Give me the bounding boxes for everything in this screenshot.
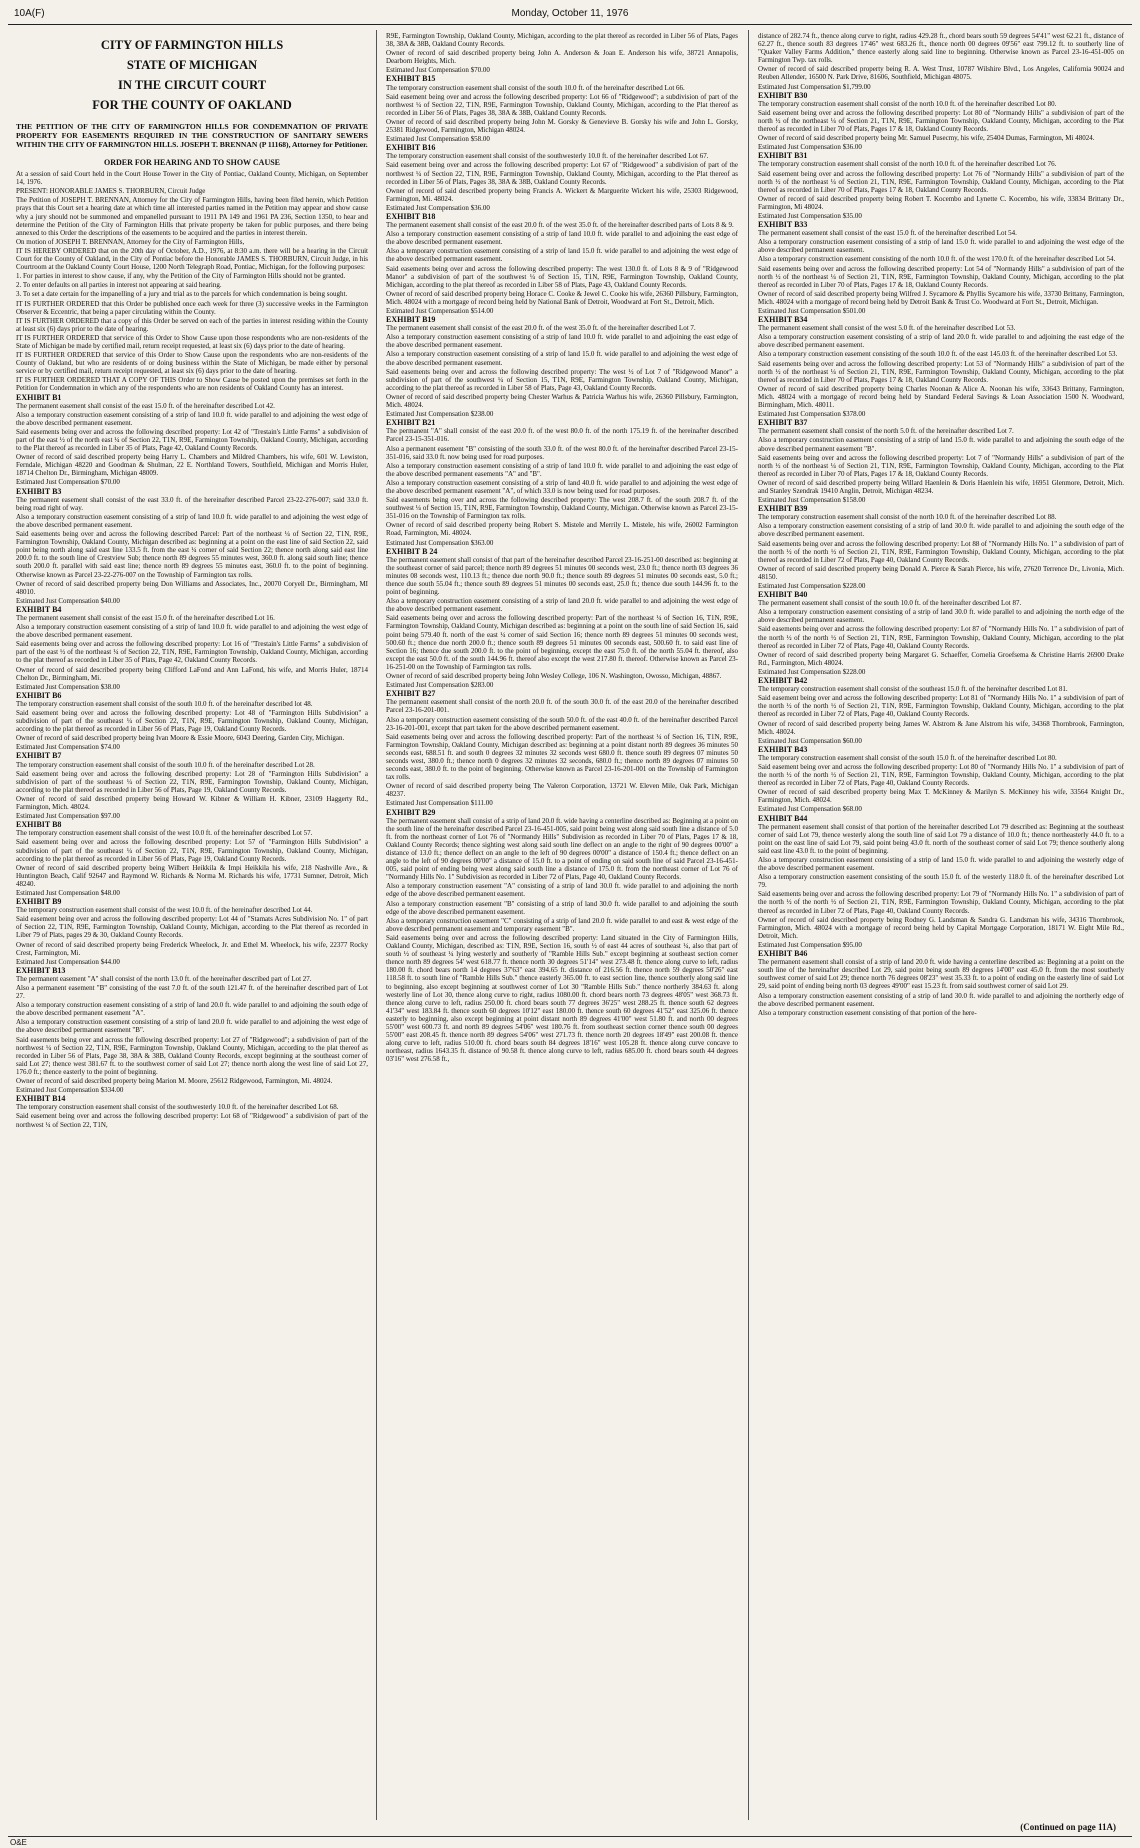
legal-paragraph: Said easements being over and across the following described property: Lot 79 of "Normandy Hills No. 1" a subdivision of part of the north ½ of the north ½ of Section 21, T1N, R9E, Farmington Township, Oakland County, Michigan, according to the plat thereof as recorded in Liber 72 of Plats, Page 40, Oakland County Records. xyxy=(758,890,1124,915)
exhibit-heading: EXHIBIT B40 xyxy=(758,590,808,600)
legal-paragraph: The temporary construction easement shall consist of the west 10.0 ft. of the hereinafter described Lot 44. xyxy=(16,906,313,915)
legal-paragraph: The permanent easement shall consist of the south 10.0 ft. of the hereinafter described Lot 87. xyxy=(758,599,1022,608)
column-3-body xyxy=(758,32,1124,1017)
legal-paragraph: Also a temporary construction easement consisting of a strip of land 20.0 ft. wide parallel to and adjoining the east edge of the above described permanent easement. xyxy=(758,333,1124,350)
column-divider xyxy=(748,30,749,1820)
legal-paragraph: Said easement being over and across the following described property: Lot 48 of "Farmington Hills Subdivision" a subdivision of part of the southeast ¼ of Section 22, T1N, R9E, Farmington Township, Oakland County, Michigan, according to the plat thereof as recorded in Liber 56 of Plats, Page 19, Oakland County Records. xyxy=(16,709,368,734)
legal-paragraph: IT IS HEREBY ORDERED that on the 20th day of October, A.D., 1976, at 8:30 a.m. there will be a hearing in the Circuit Court for the County of Oakland, in the City of Pontiac before the Honorable JAMES S. THORBURN, Circuit Judge, in his Courtroom at the Oakland County Court House, 1200 North Telegraph Road, Pontiac, Michigan, for the following purposes: xyxy=(16,246,368,272)
legal-paragraph: Also a temporary construction easement consisting of the south 10.0 ft. of the east 145.03 ft. of the hereinafter described Lot 53. xyxy=(758,350,1118,359)
legal-paragraph: Also a temporary construction easement consisting of a strip of land 15.0 ft. wide parallel to and adjoining the west edge of the above described permanent easement. xyxy=(386,350,738,367)
legal-paragraph: The permanent easement shall consist of the west 5.0 ft. of the hereinafter described Lot 53. xyxy=(758,324,1016,333)
legal-paragraph: The permanent easement shall consist of the east 15.0 ft. of the hereinafter described Lot 54. xyxy=(758,229,1017,238)
legal-paragraph: Owner of record of said described property being John A. Anderson & Joan E. Anderson his wife, 38721 Annapolis, Dearborn Heights, Mich. xyxy=(386,49,738,66)
legal-paragraph: The temporary construction easement shall consist of the west 10.0 ft. of the hereinafter described Lot 57. xyxy=(16,829,313,838)
legal-paragraph: PRESENT: HONORABLE JAMES S. THORBURN, Circuit Judge xyxy=(16,187,206,196)
legal-paragraph: Owner of record of said described property being Clifford LaFond and Ann LaFond, his wife, and Morris Huler, 18714 Chelton Dr., Birmingham, Mi. xyxy=(16,665,368,682)
legal-paragraph: Also a temporary construction easement consisting of a strip of land 10.0 ft. wide parallel to and adjoining the west edge of the above described permanent easement. xyxy=(16,410,368,427)
legal-paragraph: At a session of said Court held in the Court House Tower in the City of Pontiac, Oakland County, Michigan, on September 14, 1976. xyxy=(16,170,368,187)
exhibit-heading: EXHIBIT B16 xyxy=(386,143,436,153)
legal-paragraph: Also a temporary construction easement consisting of a strip of land 15.0 ft. wide parallel to and adjoining the westerly edge of the above described permanent easement. xyxy=(758,856,1124,873)
legal-paragraph: Estimated Just Compensation $501.00 xyxy=(758,307,866,315)
legal-paragraph: Estimated Just Compensation $238.00 xyxy=(386,410,494,419)
exhibit-heading: EXHIBIT B43 xyxy=(758,744,808,754)
legal-paragraph: Estimated Just Compensation $1,799.00 xyxy=(758,82,871,91)
legal-paragraph: The temporary construction easement shall consist of the north 10.0 ft. of the hereinafter described Lot 88. xyxy=(758,513,1057,522)
legal-paragraph: Estimated Just Compensation $70.00 xyxy=(16,478,120,487)
legal-paragraph: Owner of record of said described property being Robert S. Mistele and Merrily L. Mistele, his wife, 26002 Farmington Road, Farmington, Mi. 48024. xyxy=(386,521,738,538)
legal-paragraph: IT IS FURTHER ORDERED that this Order be published once each week for three (3) successive weeks in the Farmington Observer & Eccentric, that being a paper circulating within the County. xyxy=(16,299,368,316)
exhibit-heading: EXHIBIT B19 xyxy=(386,315,436,325)
legal-paragraph: Also a temporary construction easement consisting of a strip of land 15.0 ft. wide parallel to and adjoining the south edge of the above described permanent easement "B". xyxy=(758,436,1124,453)
legal-paragraph: On motion of JOSEPH T. BRENNAN, Attorney for the City of Farmington Hills, xyxy=(16,237,245,246)
legal-paragraph: Owner of record of said described property being Willard Haenlein & Doris Haenlein his wife, 16951 Glenmore, Detroit, Mich. and Stanley Szendrak 19410 Anglin, Detroit, Michigan 48234. xyxy=(758,478,1124,495)
legal-paragraph: Also a temporary construction easement "A" consisting of a strip of land 30.0 ft. wide parallel to and adjoining the north edge of the above described permanent easement. xyxy=(386,882,738,899)
legal-paragraph: Also a temporary construction easement consisting of a strip of land 10.0 ft. wide parallel to and adjoining the east edge of the above described permanent easement. xyxy=(386,333,738,350)
continued-note: (Continued on page 11A) xyxy=(1020,1822,1116,1832)
legal-paragraph: The temporary construction easement shall consist of the southeast 15.0 ft. of the hereinafter described Lot 81. xyxy=(758,685,1068,694)
legal-paragraph: Also a temporary construction easement consisting of the south 50.0 ft. of the east 40.0 ft. of the hereinafter described Parcel 23-16-201-001, except that part taken for the above described permanent easement. xyxy=(386,715,738,732)
legal-paragraph: Also a temporary construction easement consisting of a strip of land 40.0 ft. wide parallel to and adjoining the west edge of the above described permanent easement "A", of which 33.0 is now being used for road purposes. xyxy=(386,478,738,495)
top-rule xyxy=(8,24,1132,25)
heading-line: FOR THE COUNTY OF OAKLAND xyxy=(92,98,292,112)
legal-paragraph: Estimated Just Compensation $70.00 xyxy=(386,66,490,75)
exhibit-heading: EXHIBIT B4 xyxy=(16,604,62,614)
legal-paragraph: Owner of record of said described property being John M. Gorsky & Genevieve B. Gorsky his wife and John L. Gorsky, 25381 Ridgewood, Farmington, Michigan 48024. xyxy=(386,117,738,135)
legal-paragraph: Owner of record of said described property being The Valeron Corporation, 13721 W. Eleven Mile, Oak Park, Michigan 48237. xyxy=(386,782,738,799)
legal-paragraph: Also a temporary construction easement consisting of the south 15.0 ft. of the westerly 118.0 ft. of the hereinafter described Lot 79. xyxy=(758,873,1124,890)
legal-paragraph: Estimated Just Compensation $36.00 xyxy=(386,203,490,212)
legal-paragraph: IT IS FURTHER ORDERED THAT A COPY OF THIS Order to Show Cause be posted upon the premises set forth in the Petition for Condemnation in which any of the respondents who are non residents of Oakland County has an interest. xyxy=(16,376,368,393)
exhibit-heading: EXHIBIT B30 xyxy=(758,90,808,100)
legal-paragraph: Said easements being over and across the following described property: Lot 54 of "Normandy Hills" a subdivision of part of the north ½ of the northeast ¼ of Section 21, T1N, R9E, Farmington Township, Oakland County, Michigan, according to the plat thereof as recorded in Liber 70 of Plats, Pages 17 & 18, Oakland County Records. xyxy=(758,264,1124,289)
legal-paragraph: The permanent easement shall consist of the north 5.0 ft. of the hereinafter described Lot 7. xyxy=(758,427,1014,436)
exhibit-heading: EXHIBIT B37 xyxy=(758,418,808,428)
legal-paragraph: Also a temporary construction easement consisting of a strip of land 20.0 ft. wide parallel to and adjoining the west edge of the above described permanent easement "B". xyxy=(16,1018,368,1035)
exhibit-heading: EXHIBIT B44 xyxy=(758,813,808,823)
legal-paragraph: Estimated Just Compensation $363.00 xyxy=(386,538,494,547)
legal-paragraph: Also a temporary construction easement consisting of a strip of land 10.0 ft. wide parallel to and adjoining the west edge of the above described permanent easement. xyxy=(16,512,368,529)
legal-paragraph: Estimated Just Compensation $58.00 xyxy=(386,135,490,144)
exhibit-heading: EXHIBIT B33 xyxy=(758,220,808,230)
legal-paragraph: The permanent easement shall consist of that part of the hereinafter described Parcel 23-16-251-00 described as: beginning at the southeast corner of said parcel; thence north 89 degrees 51 minutes 00 seconds west, 23.0 ft.; thence north 03 degrees 36 minutes 08 seconds west, 110.13 ft.; thence due north 90.0 ft.; thence south 89 degrees 51 minutes 00 seconds east, 5.0 ft.; thence due south 55.04 ft.; thence south 89 degrees 51 minutes 00 seconds east, 25.0 ft.; thence due south 144.96 ft. to the point of beginning. xyxy=(386,555,738,597)
legal-paragraph: Owner of record of said described property being Wilfred J. Sycamore & Phyllis Sycamore his wife, 33730 Brittany, Farmington, Mich. 48024 with a mortgage of record being held by Detroit Bank & Trust Co. Woodward at Fort St., Detroit, Michigan. xyxy=(758,289,1124,306)
legal-paragraph: The temporary construction easement shall consist of the north 10.0 ft. of the hereinafter described Lot 80. xyxy=(758,99,1057,108)
legal-paragraph: The permanent easement shall consist of the east 20.0 ft. of the west 35.0 ft. of the hereinafter described parts of Lots 8 & 9. xyxy=(386,221,734,230)
legal-paragraph: Estimated Just Compensation $36.00 xyxy=(758,143,862,152)
legal-paragraph: 1. For parties in interest to show cause, if any, why the Petition of the City of Farmington Hills should not be granted. xyxy=(16,272,346,281)
legal-paragraph: Said easements being over and across the following described property: Lot 53 of "Normandy Hills" a subdivision of part of the north ½ of the northeast ¼ of Section 21, T1N, R9E, Farmington Township, Oakland County, Michigan, according to the plat thereof as recorded in Liber 70 of Plats, Pages 17 & 18, Oakland County Records. xyxy=(758,359,1124,384)
legal-paragraph: The permanent easement shall consist of the east 33.0 ft. of the hereinafter described Parcel 23-22-276-007; said 33.0 ft. being road right of way. xyxy=(16,495,368,512)
legal-paragraph: Also a temporary construction easement consisting of a strip of land 20.0 ft. wide parallel to and adjoining the west edge of the above described permanent easement. xyxy=(386,597,738,614)
legal-paragraph: The temporary construction easement shall consist of the south 10.0 ft. of the hereinafter described lot 48. xyxy=(16,699,313,708)
legal-paragraph: Owner of record of said described property being Horace C. Cooke & Jewel C. Cooke his wife, 26360 Pillsbury, Farmington, Mich. 48024 with a mortgage of record being held by National Bank of Detroit, Woodward at Fort St., Detroit, Mich. xyxy=(386,289,738,306)
legal-paragraph: Owner of record of said described property being Rodney G. Landsman & Sandra G. Landsman his wife, 34316 Thornbrook, Farmington, Mich. 48024 with a mortgage of record being held by Capital Mortgage Corporation, 18171 W. Eight Mile Rd., Detroit, Mich. xyxy=(758,915,1124,940)
legal-paragraph: Owner of record of said described property being Donald A. Pierce & Sarah Pierce, his wife, 27620 Terrence Dr., Livonia, Mich. 48150. xyxy=(758,564,1124,581)
legal-paragraph: Owner of record of said described property being Robert T. Kocembo and Lynette C. Kocembo, his wife, 33834 Brittany Dr., Farmington, Mi 48024. xyxy=(758,194,1124,211)
exhibit-heading: EXHIBIT B27 xyxy=(386,689,436,699)
legal-paragraph: Owner of record of said described property being Harry L. Chambers and Mildred Chambers, his wife, 601 W. Lewiston, Ferndale, Michigan 48220 and Goodman & Shulman, 22 E. Northland Towers, Southfield, Michigan and Morris Huler, 18714 Chelton Dr., Birmingham, Michigan 48009. xyxy=(16,453,368,478)
legal-paragraph: Said easements being over and across the following described property: The west 130.0 ft. of Lots 8 & 9 of "Ridgewood Manor" a subdivision of part of the southwest ¼ of Section 15, T1N, R9E, Farmington Township, Oakland County, Michigan, according to the plat thereof as recorded in Liber 58 of Plats, Page 43, Oakland County Records. xyxy=(386,264,738,289)
exhibit-heading: EXHIBIT B3 xyxy=(16,486,62,496)
legal-paragraph: Estimated Just Compensation $283.00 xyxy=(386,681,494,690)
legal-paragraph: Said easement being over and across the following described property: Lot 80 of "Normandy Hills No. 1" a subdivision of part of the north ½ of the north ½ of Section 21, T1N, R9E, Farmington Township, Oakland County, Michigan, according to the plat thereof as recorded in Liber 72 of Plats, Page 40, Oakland County Records. xyxy=(758,762,1124,788)
legal-paragraph: Estimated Just Compensation $74.00 xyxy=(16,743,120,752)
legal-paragraph: Also a permanent easement "B" consisting of the east 7.0 ft. of the south 121.47 ft. of the hereinafter described part of Lot 27. xyxy=(16,984,368,1001)
legal-paragraph: Also a temporary construction easement consisting of a strip of land 15.0 ft. wide parallel to and adjoining the west edge of the above described permanent easement. xyxy=(386,247,738,264)
legal-paragraph: Said easements being over and across the following described property: Lot 7 of "Normandy Hills" a subdivision of part of the north ½ of the northeast ¼ of Section 21, T1N, R9E, Farmington Township, Oakland County, Michigan, according to the Plat thereof as recorded in Liber 70 of Plats, Pages 17 & 18, Oakland County Records. xyxy=(758,453,1124,478)
legal-paragraph: The permanent easement shall consist of the east 20.0 ft. of the west 35.0 ft. of the hereinafter described Lot 7. xyxy=(386,324,696,333)
legal-paragraph: Estimated Just Compensation $40.00 xyxy=(16,596,120,605)
legal-paragraph: 3. To set a date certain for the impanelling of a jury and trial as to the parcels for which condemnation is being sought. xyxy=(16,290,348,299)
legal-paragraph: Said easement being over and across the following described property: Lot 80 of "Normandy Hills" a subdivision of part of the north ½ of the northeast ¼ of Section 21, T1N, R9E, Farmington Township, Oakland County, Michigan, according to the Plat thereof as recorded in Liber 70 of Plats, Pages 17 & 18, Oakland County Records. xyxy=(758,108,1124,134)
legal-paragraph: Owner of record of said described property being Margaret G. Schaeffer, Cornelia Groefsema & Christine Harris 26900 Drake Rd., Farmington, Mich 48024. xyxy=(758,650,1124,667)
column-3 xyxy=(758,32,1124,1820)
exhibit-heading: EXHIBIT B39 xyxy=(758,504,808,514)
legal-paragraph: Also a temporary construction easement consisting of a strip of land 10.0 ft. wide parallel to and adjoining the east edge of the above described permanent easement. xyxy=(386,230,738,247)
legal-paragraph: The temporary construction easement shall consist of the south 10.0 ft. of the hereinafter described Lot 66. xyxy=(386,83,685,92)
exhibit-heading: EXHIBIT B31 xyxy=(758,151,808,161)
exhibit-heading: EXHIBIT B 24 xyxy=(386,546,438,556)
legal-paragraph: The temporary construction easement shall consist of the south 10.0 ft. of the hereinafter described Lot 28. xyxy=(16,760,315,769)
legal-paragraph: Estimated Just Compensation $95.00 xyxy=(758,940,862,949)
legal-paragraph: Said easement being over and across the following described property: Lot 76 of "Normandy Hills" a subdivision of part of the north ½ of the northeast ¼ of Section 21, T1N, R9E, Farmington Township, Oakland County, Michigan, according to the Plat thereof as recorded in Liber 70 of Plats, Pages 17 & 18, Oakland County Records. xyxy=(758,169,1124,194)
legal-paragraph: Said easement being over and across the following described property: Lot 44 of "Stamats Acres Subdivision No. 1" of part of Section 22, T1N, R9E, Farmington Township, Oakland County, Michigan, according to the Plat thereof as recorded in Liber 79 of Plats, pages 29 & 30, Oakland County Records. xyxy=(16,915,368,940)
exhibit-heading: EXHIBIT B13 xyxy=(16,965,66,975)
legal-paragraph: Estimated Just Compensation $48.00 xyxy=(16,888,120,897)
legal-paragraph: Also a temporary construction easement consisting of a strip of land 10.0 ft. wide parallel to and adjoining the east edge of the above described permanent easements "A" and "B". xyxy=(386,461,738,478)
legal-paragraph: Estimated Just Compensation $97.00 xyxy=(16,812,120,821)
exhibit-heading: EXHIBIT B8 xyxy=(16,820,62,830)
legal-paragraph: Owner of record of said described property being Francis A. Wickert & Marguerite Wickert his wife, 25303 Ridgewood, Farmington, Mi. 48024. xyxy=(386,186,738,203)
legal-paragraph: distance of 282.74 ft., thence along curve to right, radius 429.28 ft., chord bears south 59 degrees 54'41" west 62.21 ft., distance of 62.27 ft., thence south 83 degrees 17'46" west 683.26 ft., thence north 00 degrees 09'56" east 799.12 ft. to southerly line of "Quaker Valley Farms Addition," thence easterly along said line to beginning. Otherwise known as Parcel 23-16-451-005 on Farmington Twp. tax rolls. xyxy=(758,32,1124,65)
exhibit-heading: EXHIBIT B15 xyxy=(386,74,436,84)
legal-paragraph: The permanent easement shall consist of that portion of the hereinafter described Lot 79 described as: Beginning at the southeast corner of said Lot 79, thence westerly along the south line of said Lot 79 a distance of 10.0 ft.; thence northeasterly 44.0 ft. to a point on the east line of said Lot 79, said point being 43.0 ft. north of the southeast corner of said Lot 79; thence southerly along said east line 43.0 ft. to the point of beginning. xyxy=(758,822,1124,855)
legal-paragraph: IT IS FURTHER ORDERED that a copy of this Order be served on each of the parties in interest residing within the County at least six (6) days prior to the date of hearing. xyxy=(16,316,368,333)
legal-paragraph: Owner of record of said described property being James W. Alstrom & Jane Alstrom his wife, 34368 Thornbrook, Farmington, Mich. 48024. xyxy=(758,719,1124,736)
legal-paragraph: Owner of record of said described property being R. A. West Trust, 10787 Wilshire Blvd., Los Angeles, California 90024 and Reuben Allender, 16500 N. Park Drive, 81606, Southfield, Michigan 48075. xyxy=(758,65,1124,82)
legal-paragraph: Estimated Just Compensation $35.00 xyxy=(758,211,862,220)
legal-paragraph: Owner of record of said described property being Wilbert Heikkila & Impi Heikkila his wife, 218 Nashville Ave., & Huntington Beach, Calif 92647 and Raymond W. Richards & Norma M. Richards his wife, 17731 Sumner, Detroit, Mich 48240. xyxy=(16,863,368,888)
legal-paragraph: Owner of record of said described property being Marion M. Moore, 25612 Ridgewood, Farmington, Mi. 48024. xyxy=(16,1077,333,1086)
exhibit-heading: EXHIBIT B14 xyxy=(16,1094,66,1104)
legal-paragraph: Estimated Just Compensation $228.00 xyxy=(758,667,866,676)
footer-mark: O&E xyxy=(10,1838,27,1847)
legal-paragraph: Estimated Just Compensation $68.00 xyxy=(758,805,862,814)
legal-paragraph: The permanent easement shall consist of a strip of land 20.0 ft. wide having a centerline described as: Beginning at a point on the south line of the hereinafter described Lot 29, said point being south 89 degrees 14'00" east 45.0 ft. from the most southerly southwest corner of said Lot 29; thence north 76 degrees 08'23" west 35.33 ft. to a point of ending on the easterly line of said Lot 29, said point of ending being north 03 degrees 49'00" east 15.23 ft. from said southwest corner of said Lot 29. xyxy=(758,958,1124,991)
issue-date: Monday, October 11, 1976 xyxy=(511,8,629,19)
column-2-body xyxy=(386,32,738,1063)
legal-paragraph: Also a temporary construction easement consisting of a strip of land 30.0 ft. wide parallel to and adjoining the north edge of the above described permanent easement. xyxy=(758,608,1124,625)
legal-paragraph: Also a temporary construction easement consisting of a strip of land 20.0 ft. wide parallel to and adjoining the south edge of the above described permanent easement "A". xyxy=(16,1001,368,1018)
legal-paragraph: Owner of record of said described property being Don Williams and Associates, Inc., 20070 Coryell Dr., Birmingham, MI 48010. xyxy=(16,579,368,596)
legal-paragraph: Owner of record of said described property being Frederick Wheelock, Jr. and Ethel M. Wheelock, his wife, 22377 Rocky Crest, Farmington, Mi. xyxy=(16,940,368,957)
legal-paragraph: Owner of record of said described property being Chester Warhus & Patricia Warhus his wife, 26360 Pillsbury, Farmington, Mich. 48024. xyxy=(386,392,738,410)
legal-paragraph: Also a temporary construction easement consisting of a strip of land 10.0 ft. wide parallel to and adjoining the west edge of the above described permanent easement. xyxy=(16,623,368,640)
legal-paragraph: IT IS FURTHER ORDERED that service of this Order to Show Cause upon those respondents who are non-residents of the State of Michigan be made by certified mail, return receipt requested, at least six (6) days prior to the date of hearing. xyxy=(16,333,368,350)
bottom-rule xyxy=(8,1836,1132,1837)
legal-paragraph: Owner of record of said described property being Ivan Moore & Essie Moore, 6043 Deering, Garden City, Michigan. xyxy=(16,734,345,743)
legal-paragraph: Also a temporary construction easement consisting of a strip of land 30.0 ft. wide parallel to and adjoining the south edge of the above described permanent easement. xyxy=(758,522,1124,539)
heading-line: STATE OF MICHIGAN xyxy=(126,58,258,72)
column-2 xyxy=(386,32,738,1820)
legal-paragraph: The permanent easement shall consist of the east 15.0 ft. of the hereinafter described Lot 42. xyxy=(16,401,275,410)
legal-paragraph: The Petition of JOSEPH T. BRENNAN, Attorney for the City of Farmington Hills, having been filed herein, which Petition prays that this Court set a hearing date at which time all interested parties named in the Petition may appear and show cause why a jury should not be summoned and empanelled pursuant to 1911 PA 149 and 1961 PA 236, Section 1350, to hear and determine the Petition of the City of Farmington Hills that private property be taken for public purposes, and there being annexed to this Order the descriptions of the easements to be acquired and the parties in interest therein. xyxy=(16,196,368,237)
page-folio xyxy=(14,8,1126,22)
exhibit-heading: EXHIBIT B9 xyxy=(16,897,62,907)
page-number: 10A(F) xyxy=(14,8,45,19)
legal-paragraph: Said easements being over and across the following described property: Part of the northeast ¼ of Section 16, T1N, R9E, Farmington Township, Oakland County, Michigan described as: beginning at a point distant north 89 degrees 36 minutes 50 seconds east, 688.51 ft. and south 0 degrees 32 minutes 32 seconds west 680.0 ft. thence south 89 degrees 07 minutes 50 seconds west, 380.0 ft.; thence north 0 degrees 32 minutes 32 seconds, 680.0 ft.; thence north 89 degrees 07 minutes 50 seconds east, 380.0 ft. to the point of beginning. Otherwise known as Parcel 23-16-201-001 on the Township of Farmington tax rolls. xyxy=(386,732,738,782)
legal-paragraph: Estimated Just Compensation $111.00 xyxy=(386,799,493,808)
legal-paragraph: Said easements being over and across the following described property: Lot 88 of "Normandy Hills No. 1" a subdivision of part of the north ½ of the north ½ of Section 21, T1N, R9E, Farmington Township, Oakland County, Michigan, according to the plat thereof as recorded in Liber 72 of Plats, Page 40, Oakland County Records. xyxy=(758,539,1124,564)
legal-paragraph: Estimated Just Compensation $228.00 xyxy=(758,582,866,590)
column-divider xyxy=(376,30,377,1820)
legal-paragraph: Estimated Just Compensation $334.00 xyxy=(16,1086,124,1095)
legal-paragraph: The temporary construction easement shall consist of the north 10.0 ft. of the hereinafter described Lot 76. xyxy=(758,160,1057,169)
legal-paragraph: Estimated Just Compensation $514.00 xyxy=(386,307,494,315)
petition-caption: THE PETITION OF THE CITY OF FARMINGTON HILLS FOR CONDEMNATION OF PRIVATE PROPERTY FOR EASEMENTS REQUIRED IN THE CONSTRUCTION OF SANITARY SEWERS WITHIN THE CITY OF FARMINGTON HILLS. JOSEPH T. BRENNAN (P 11168), Attorney for Petitioner. xyxy=(16,122,368,149)
legal-paragraph: Said easements being over and across the following described property: Lot 27 of "Ridgewood"; a subdivision of part of the northwest ¼ of Section 22, T1N, R9E, Farmington Township, Oakland County, Michigan, according to the plat thereof as recorded in Liber 56 of Plats, Page 38, 38A & 38B, Oakland County Records, except beginning at the southeast corner of said Lot 27; thence west 381.67 ft. to the southwest corner of said Lot 27; thence north along the west line of said Lot 27, 176.0 ft.; thence easterly to the point of beginning. xyxy=(16,1035,368,1076)
legal-paragraph: The permanent easement shall consist of the east 15.0 ft. of the hereinafter described Lot 16. xyxy=(16,613,275,622)
legal-paragraph: The temporary construction easement shall consist of the south 15.0 ft. of the hereinafter described Lot 80. xyxy=(758,753,1057,762)
legal-paragraph: Also a temporary construction easement consisting of that portion of the here- xyxy=(758,1008,977,1017)
legal-paragraph: Said easements being over and across the following described property: Lot 42 of "Trestain's Little Farms" a subdivision of part of the east ½ of the north east ¼ of Section 22, T1N, R9E, Farmington Township, Oakland County, Michigan, according to the Plat thereof as recorded in Liber 35 of Plats, Page 42, Oakland County Records. xyxy=(16,427,368,453)
legal-paragraph: Said easements being over and across the following described property: Land situated in the City of Farmington Hills, Oakland County, Michigan, described as: T1N, R9E, Section 16, south ½ of east 44 acres of southeast ¼, also that part of south ½ of southeast ¼ lying westerly and southerly of "Ramble Hills Sub." except beginning at southeast section corner thence north 89 degrees 54' west 618.77 ft. thence north 30 degrees 51'14" west 273.48 ft. thence along curve to left, radius 180.00 ft. chord bears north 14 degrees 37'63" east 394.65 ft. distance of 216.56 ft. thence north 59 degrees 50'26" east 118.58 ft. to south line of "Ramble Hills Sub." thence easterly 365.00 ft. to east section line, thence southerly along said line to beginning, also except beginning at southwest corner of Lot 30 "Ramble Hills Sub." thence northerly 384.63 ft. along westerly line of Lot 30, thence along curve to right, radius 1080.00 ft. chord bears north 73 degrees 48'05" west 368.73 ft. thence along curve to left, radius 250.00 ft. chord bears south 77 degrees 36'25" west 288.25 ft. thence south 62 degrees 41'34" west 183.84 ft. thence south 60 degrees 10'12" east 180.00 ft. thence south 60 degrees 41'52" east 325.06 ft. thence easterly to beginning, also except beginning at point distant north 89 degrees 41'00" west 51.80 ft. and north 00 degrees 55'00" west 600.73 ft. and north 89 degrees 54'06" west 180.76 ft. from southeast section corner thence south 00 degrees 55'00" east 208.45 ft. thence north 89 degrees 54'06" west 271.73 ft. thence north 20 degrees 18'49" east 200.08 ft. thence along curve to left, radius 510.00 ft. chord bears south 84 degrees 18'16" west 105.28 ft. thence along curve concave to northeast, radius 1643.35 ft. distance of 90.58 ft. thence along curve to left, radius 685.00 ft. chord bears south 44 degrees 03'16" west 276.58 ft., xyxy=(386,933,738,1064)
legal-paragraph: Said easements being over and across the following described property: Part of the northeast ¼ of Section 16, T1N, R9E, Farmington Township, Oakland County, Michigan described as: beginning at a point on the south line of said Section 16, said point being 579.40 ft. north of the east ¼ corner of said Section 16; thence north 89 degrees 51 minutes 00 seconds west, 500.60 ft.; thence due north 200.0 ft.; thence south 89 degrees 51 minutes 00 seconds east, 500.60 ft. to said east line of Section 16; thence due south 200.0 ft. to the point of beginning, except the east 75.0 ft. of the north 55.04 ft. thereof, also except the east 50.0 ft. of the south 144.96 ft. thereof also except the west 217.80 ft. thereof. Otherwise known as Parcel 23-16-251-00 on the Township of Farmington tax rolls. xyxy=(386,614,738,671)
legal-paragraph: Estimated Just Compensation $378.00 xyxy=(758,410,866,419)
legal-paragraph: IT IS FURTHER ORDERED that service of this Order to Show Cause upon the respondents who are non-residents of the County of Oakland, but who are residents of or doing business within the State of Michigan, be made either by personal service or by certified mail, return receipt requested, at least six (6) days prior to the date of hearing. xyxy=(16,351,368,376)
column-1 xyxy=(16,32,368,1820)
legal-paragraph: Said easement being over and across the following described property: Lot 81 of "Normandy Hills No. 1" a subdivision of part of the north ½ of the north ½ of Section 21, T1N, R9E, Farmington Township, Oakland County, Michigan, according to the plat thereof as recorded in Liber 72 of Plats, Page 40, Oakland County Records. xyxy=(758,694,1124,719)
legal-paragraph: Owner of record of said described property being Charles Noonan & Alice A. Noonan his wife, 33643 Brittany, Farmington, Mich. 48024 with a mortgage of record being held by Standard Federal Savings & Loan Association 1500 N. Woodward, Birmingham, Mich. 48011. xyxy=(758,384,1124,410)
legal-paragraph: The permanent easement "A" shall consist of the north 13.0 ft. of the hereinafter described part of Lot 27. xyxy=(16,974,312,983)
legal-paragraph: Said easement being over and across the following described property: Lot 67 of "Ridgewood" a subdivision of part of the northwest ¼ of Section 22, T1N, R9E, Farmington Township, Oakland County, Michigan, according to the Plat thereof as recorded in Liber 56 of Plats, Pages 38, 38A & 38B, Oakland County Records. xyxy=(386,161,738,186)
legal-paragraph: Said easements being over and across the following described property: The west 208.7 ft. of the south 208.7 ft. of the southwest ¼ of Section 15, T1N, R9E, Farmington Township, Oakland County, Michigan. Otherwise known as Parcel 23-15-351-016 on the Township of Farmington tax rolls. xyxy=(386,496,738,521)
legal-paragraph: R9E, Farmington Township, Oakland County, Michigan, according to the plat thereof as recorded in Liber 56 of Plats, Pages 38, 38A & 38B, Oakland County Records. xyxy=(386,32,738,49)
legal-paragraph: Said easements being over and across the following described Parcel: Part of the northeast ¼ of Section 22, T1N, R9E, Farmington Township, Oakland County, Michigan described as: beginning at a point on the east line of said Section 22, said point being north along said east line 133.5 ft. from the east ¼ corner of said Section 22; thence north along said east line 200.0 ft. to the south line of Crestview Sub; thence north 89 degrees 55 minutes west, 360.0 ft. along said south line; thence south 200.0 ft. parallel with said east line; thence north 89 degrees 55 minutes east, 360.0 ft. to the point of beginning. Otherwise known as Parcel 23-22-276-007 on the Township of Farmington tax rolls. xyxy=(16,530,368,579)
legal-paragraph: Said easement being over and across the following described property: Lot 68 of "Ridgewood" a subdivision of part of the northwest ¼ of Section 22, T1N, xyxy=(16,1112,368,1129)
legal-paragraph: The permanent easement shall consist of a strip of land 20.0 ft. wide having a centerline described as: Beginning at a point on the south line of the hereinafter described Parcel 23-16-451-005, said point being west along said south line a distance of 5.0 ft. from the northeast corner of Lot 76 of "Normandy Hills" Subdivision as recorded in Liber 70 of Plats, Pages 17 & 18, Oakland County Records; thence sighting west along said south line deflect on an angle to the right of 90 degrees 00'00" a distance of 13.0 ft.; thence deflect on an angle to the left of 90 degrees 00'00" a distance of 150.4 ft.; thence deflect on an angle to the left of 90 degrees 00'00" a distance of 15.0 ft. to a point of ending on said south line of said Parcel 23-16-451-005, said point of ending being west along said south line a distance of 175.0 ft. from the northeast corner of Lot 76 of "Normandy Hills No. 1" Subdivision as recorded in Liber 72 of Plats, Page 40, Oakland County Records. xyxy=(386,816,738,882)
legal-paragraph: Also a temporary construction easement "C" consisting of a strip of land 20.0 ft. wide parallel to and east & west edge of the above described permanent easement and temporary easement "B". xyxy=(386,916,738,933)
legal-paragraph: Also a temporary construction easement "B" consisting of a strip of land 30.0 ft. wide parallel to and adjoining the south edge of the above described permanent easement. xyxy=(386,899,738,916)
legal-paragraph: Owner of record of said described property being Howard W. Kibner & William H. Kibner, 23109 Haggerty Rd., Farmington, Mich. 48024. xyxy=(16,794,368,812)
legal-paragraph: Said easement being over and across the following described property: Lot 66 of "Ridgewood"; a subdivision of part of the northwest ¼ of Section 22, T1N, R9E, Farmington Township, Oakland County, Michigan, according to the Plat thereof as recorded in Liber 56 of Plats, Pages 38, 38A & 38B, Oakland County Records. xyxy=(386,92,738,117)
legal-paragraph: Said easement being over and across the following described property: Lot 28 of "Farmington Hills Subdivision" a subdivision of part of the southeast ¼ of Section 22, T1N, R9E, Farmington Township, Oakland County, Michigan, according to the plat thereof as recorded in Liber 56 of Plats, Page 19, Oakland County Records. xyxy=(16,769,368,794)
legal-paragraph: Estimated Just Compensation $158.00 xyxy=(758,496,866,505)
legal-paragraph: Said easements being over and across the following described property: The west ½ of Lot 7 of "Ridgewood Manor" a subdivision of part of the southwest ¼ of Section 15, T1N, R9E, Farmington Township, Oakland County, Michigan, according to the plat thereof as recorded in Liber 58 of Plats, Page 43, Oakland County Records. xyxy=(386,367,738,392)
legal-paragraph: Estimated Just Compensation $38.00 xyxy=(16,682,120,691)
exhibit-heading: EXHIBIT B46 xyxy=(758,949,808,959)
heading-line: IN THE CIRCUIT COURT xyxy=(117,78,267,92)
legal-paragraph: Also a temporary construction easement consisting of a strip of land 15.0 ft. wide parallel to and adjoining the west edge of the above described permanent easement. xyxy=(758,238,1124,255)
legal-paragraph: Estimated Just Compensation $60.00 xyxy=(758,736,862,745)
legal-paragraph: Estimated Just Compensation $44.00 xyxy=(16,957,120,966)
legal-paragraph: Said easements being over and across the following described property: Lot 16 of "Trestain's Little Farms" a subdivision of part of the east ½ of the northeast ¼ of Section 22, T1N, R9E, Farmington Township, Oakland County, Michigan, according to the plat thereof as recorded in Liber 35 of Plats, Page 42, Oakland County Records. xyxy=(16,640,368,665)
legal-paragraph: Also a temporary construction easement consisting of a strip of land 30.0 ft. wide parallel to and adjoining the northerly edge of the above described permanent easement. xyxy=(758,991,1124,1008)
legal-paragraph: Owner of record of said described property being Max T. McKinney & Marilyn S. McKinney his wife, 33564 Knight Dr., Farmington, Mich. 48024. xyxy=(758,788,1124,805)
legal-paragraph: Owner of record of said described property being Mr. Samuel Pusecmy, his wife, 25404 Dumas, Farmington, Mi 48024. xyxy=(758,134,1095,143)
legal-paragraph: 2. To enter defaults on all parties in interest not appearing at said hearing. xyxy=(16,281,222,290)
exhibit-heading: EXHIBIT B1 xyxy=(16,392,62,402)
order-title: ORDER FOR HEARING AND TO SHOW CAUSE xyxy=(103,158,281,167)
legal-paragraph: Said easement being over and across the following described property: Lot 57 of "Farmington Hills Subdivision" a subdivision of part of the southeast ¼ of Section 22, T1N, R9E, Farmington Township, Oakland County, Michigan, according to the plat thereof as recorded in Liber 56 of Plats, Page 19, Oakland County Records. xyxy=(16,838,368,863)
legal-paragraph: Owner of record of said described property being John Wesley College, 106 N. Washington, Owosso, Michigan, 48867. xyxy=(386,672,722,681)
legal-paragraph: Also a temporary construction easement consisting of the north 10.0 ft. of the west 170.0 ft. of the hereinafter described Lot 54. xyxy=(758,255,1116,264)
exhibit-heading: EXHIBIT B29 xyxy=(386,807,436,817)
heading-line: CITY OF FARMINGTON HILLS xyxy=(100,38,284,52)
exhibit-heading: EXHIBIT B21 xyxy=(386,418,436,428)
legal-paragraph: The temporary construction easement shall consist of the southwesterly 10.0 ft. of the hereinafter described Lot 68. xyxy=(16,1103,339,1112)
legal-paragraph: Said easements being over and across the following described property: Lot 87 of "Normandy Hills No. 1" a subdivision of part of the north ½ of the north ½ of Section 21, T1N, R9E, Farmington Township, Oakland County, Michigan, according to the plat thereof as recorded in Liber 72 of Plats, Page 40, Oakland County Records. xyxy=(758,625,1124,650)
legal-paragraph: The temporary construction easement shall consist of the southwesterly 10.0 ft. of the hereinafter described Lot 67. xyxy=(386,152,709,161)
exhibit-heading: EXHIBIT B34 xyxy=(758,315,808,325)
legal-paragraph: Also a permanent easement "B" consisting of the south 33.0 ft. of the west 80.0 ft. of the hereinafter described Parcel 23-15-351-016, said 33.0 ft. now being used for road purposes. xyxy=(386,444,738,461)
exhibit-heading: EXHIBIT B42 xyxy=(758,676,808,686)
exhibit-heading: EXHIBIT B6 xyxy=(16,690,62,700)
legal-paragraph: The permanent "A" shall consist of the east 20.0 ft. of the west 80.0 ft. of the north 175.19 ft. of the hereinafter described Parcel 23-15-351-016. xyxy=(386,427,738,444)
exhibit-heading: EXHIBIT B7 xyxy=(16,751,62,761)
exhibit-heading: EXHIBIT B18 xyxy=(386,211,436,221)
column-1-body xyxy=(16,170,368,1129)
notice-heading xyxy=(16,38,368,112)
legal-paragraph: The permanent easement shall consist of the north 20.0 ft. of the south 30.0 ft. of the east 20.0 of the hereinafter described Parcel 23-16-201-001. xyxy=(386,698,738,715)
